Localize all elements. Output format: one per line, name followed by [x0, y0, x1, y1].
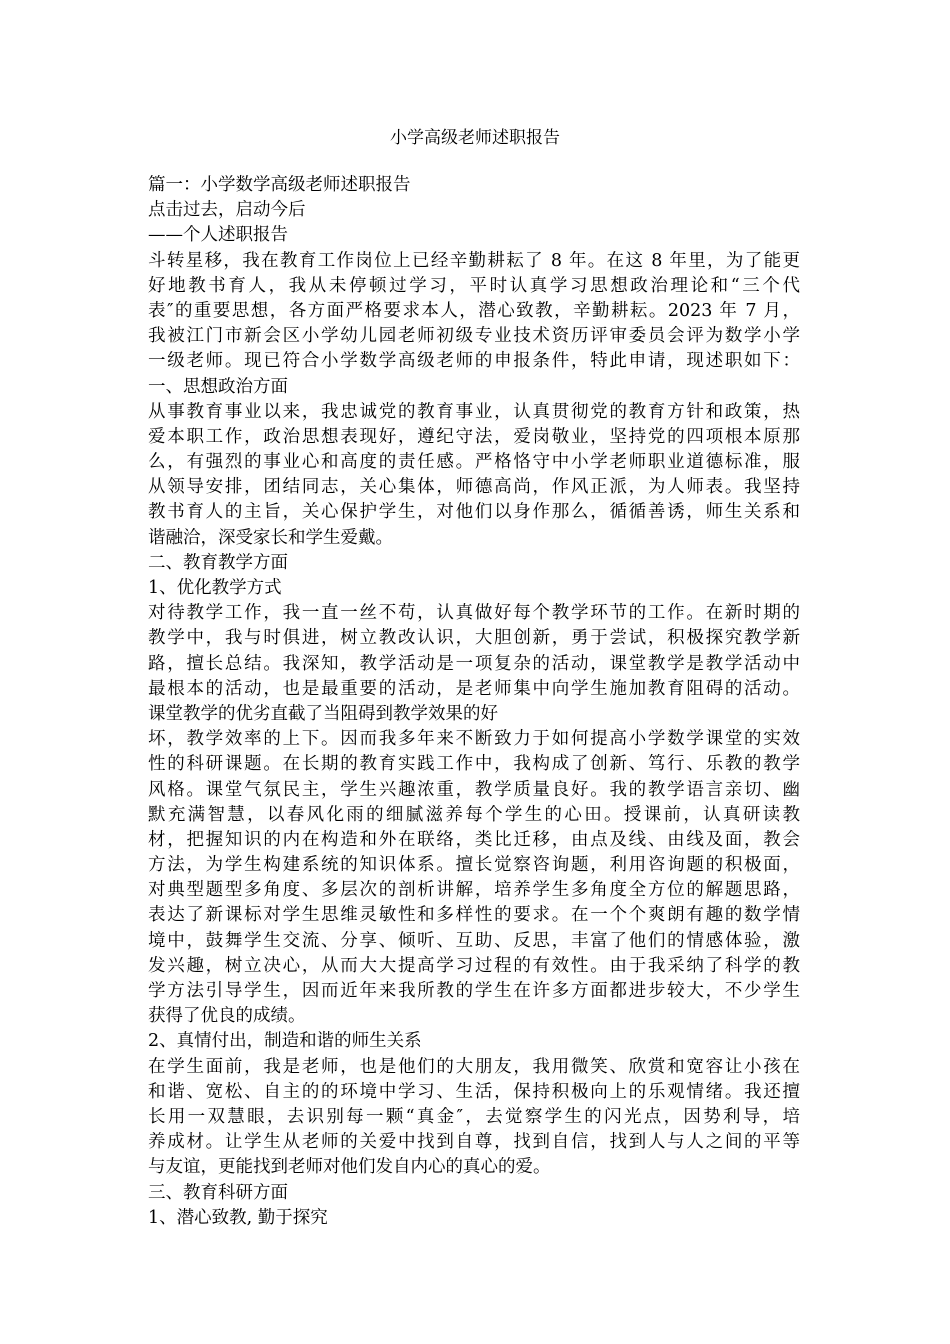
text-line: 坏，教学效率的上下。因而我多年来不断致力于如何提高小学数学课堂的实效: [148, 729, 800, 750]
text-line: 教书育人的主旨，关心保护学生，对他们以身作那么，循循善诱，师生关系和: [148, 502, 800, 523]
text-line: 谐融洽，深受家长和学生爱戴。: [148, 527, 393, 548]
text-line: 养成材。让学生从老师的关爱中找到自尊，找到自信，找到人与人之间的平等: [148, 1132, 800, 1153]
text-line: 2、真情付出，制造和谐的师生关系: [148, 1031, 422, 1052]
text-line: 发兴趣，树立决心，从而大大提高学习过程的有效性。由于我采纳了科学的教: [148, 955, 800, 976]
text-line: 最根本的活动，也是最重要的活动，是老师集中向学生施加教育阻碍的活动。: [148, 678, 800, 699]
text-line: 风格。课堂气氛民主，学生兴趣浓重，教学质量良好。我的教学语言亲切、幽: [148, 779, 800, 800]
text-line: ——个人述职报告: [148, 225, 288, 246]
text-line: 好地教书育人，我从未停顿过学习，平时认真学习思想政治理论和“三个代: [148, 275, 800, 296]
text-line: 材，把握知识的内在构造和外在联络，类比迁移，由点及线、由线及面，教会: [148, 829, 800, 850]
text-line: 从领导安排，团结同志，关心集体，师德高尚，作风正派，为人师表。我坚持: [148, 477, 800, 498]
text-line: 学方法引导学生，因而近年来我所教的学生在许多方面都进步较大，不少学生: [148, 981, 800, 1001]
document-title: 小学高级老师述职报告: [390, 128, 560, 148]
text-line: 二、教育教学方面: [148, 552, 288, 573]
text-line: 境中，鼓舞学生交流、分享、倾听、互助、反思，丰富了他们的情感体验，激: [148, 930, 800, 951]
text-line: 一级老师。现已符合小学数学高级老师的申报条件，特此申请，现述职如下：: [148, 351, 800, 372]
text-line: 性的科研课题。在长期的教育实践工作中，我构成了创新、笃行、乐教的教学: [148, 754, 800, 775]
text-line: 篇一：小学数学高级老师述职报告: [148, 175, 411, 195]
document-body: [148, 173, 800, 1231]
text-line: 获得了优良的成绩。: [148, 1006, 306, 1027]
text-line: 三、教育科研方面: [148, 1182, 288, 1203]
text-line: 长用一双慧眼，去识别每一颗“真金″，去觉察学生的闪光点，因势利导，培: [148, 1106, 800, 1127]
text-line: 在学生面前，我是老师，也是他们的大朋友，我用微笑、欣赏和宽容让小孩在: [148, 1056, 800, 1077]
text-line: 方法，为学生构建系统的知识体系。擅长觉察咨询题，利用咨询题的积极面，: [148, 855, 800, 876]
text-line: 斗转星移，我在教育工作岗位上已经辛勤耕耘了 8 年。在这 8 年里，为了能更: [148, 250, 800, 271]
text-line: 一、思想政治方面: [148, 376, 288, 397]
text-line: 表″的重要思想，各方面严格要求本人，潜心致教，辛勤耕耘。2023 年 7 月，: [148, 300, 800, 321]
text-line: 从事教育事业以来，我忠诚党的教育事业，认真贯彻党的教育方针和政策，热: [148, 401, 800, 422]
text-line: 1、潜心致教, 勤于探究: [148, 1207, 328, 1228]
text-line: 我被江门市新会区小学幼儿园老师初级专业技术资历评审委员会评为数学小学: [148, 326, 800, 347]
text-line: 么，有强烈的事业心和高度的责任感。严格恪守中小学老师职业道德标准，服: [148, 452, 800, 473]
text-line: 爱本职工作，政治思想表现好，遵纪守法，爱岗敬业，坚持党的四项根本原那: [148, 426, 800, 447]
text-line: 课堂教学的优劣直截了当阻碍到教学效果的好: [148, 703, 498, 724]
text-line: 教学中，我与时俱进，树立教改认识，大胆创新，勇于尝试，积极探究教学新: [148, 628, 800, 649]
text-line: 对典型题型多角度、多层次的剖析讲解，培养学生多角度全方位的解题思路，: [148, 880, 800, 901]
text-line: 与友谊，更能找到老师对他们发自内心的真心的爱。: [148, 1157, 551, 1178]
text-line: 默充满智慧，以春风化雨的细腻滋养每个学生的心田。授课前，认真研读教: [148, 804, 800, 825]
text-line: 表达了新课标对学生思维灵敏性和多样性的要求。在一个个爽朗有趣的数学情: [148, 905, 800, 926]
text-line: 路，擅长总结。我深知，教学活动是一项复杂的活动，课堂教学是教学活动中: [148, 653, 800, 674]
text-line: 对待教学工作，我一直一丝不苟，认真做好每个教学环节的工作。在新时期的: [148, 603, 800, 624]
text-line: 1、优化教学方式: [148, 578, 282, 598]
text-line: 点击过去，启动今后: [148, 200, 306, 221]
text-line: 和谐、宽松、自主的的环境中学习、生活，保持积极向上的乐观情绪。我还擅: [148, 1081, 800, 1102]
